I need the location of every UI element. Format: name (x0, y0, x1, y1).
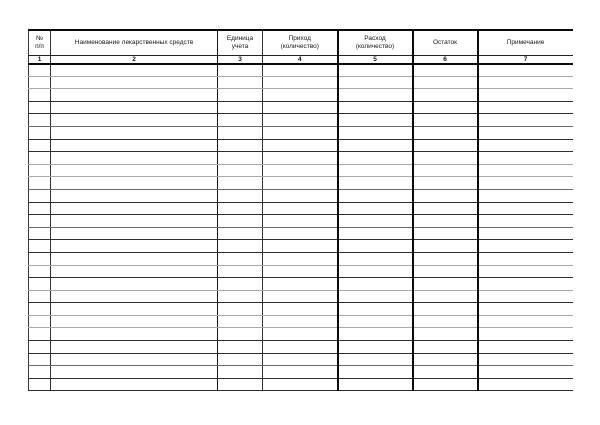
table-cell (218, 303, 263, 316)
table-cell (478, 366, 573, 379)
table-cell (338, 126, 413, 139)
column-number: 3 (218, 55, 263, 64)
table-cell (413, 252, 478, 265)
table-row (29, 341, 573, 354)
table-cell (51, 328, 218, 341)
table-cell (29, 76, 51, 89)
table-cell (218, 328, 263, 341)
table-cell (478, 227, 573, 240)
table-cell (263, 89, 338, 102)
table-cell (263, 101, 338, 114)
table-row (29, 177, 573, 190)
table-cell (29, 315, 51, 328)
column-number: 2 (51, 55, 218, 64)
table-cell (263, 353, 338, 366)
table-cell (338, 315, 413, 328)
table-cell (413, 76, 478, 89)
table-cell (338, 64, 413, 77)
table-row (29, 290, 573, 303)
table-cell (263, 202, 338, 215)
column-number: 4 (263, 55, 338, 64)
table-cell (338, 215, 413, 228)
table-cell (29, 177, 51, 190)
table-row (29, 76, 573, 89)
table-cell (218, 126, 263, 139)
table-cell (338, 177, 413, 190)
table-cell (218, 202, 263, 215)
table-cell (51, 215, 218, 228)
table-cell (413, 328, 478, 341)
table-cell (478, 328, 573, 341)
table-cell (29, 114, 51, 127)
table-row (29, 366, 573, 379)
table-cell (29, 152, 51, 165)
table-cell (51, 126, 218, 139)
table-cell (51, 252, 218, 265)
table-cell (413, 64, 478, 77)
table-cell (29, 139, 51, 152)
table-cell (29, 252, 51, 265)
table-row (29, 202, 573, 215)
table-cell (263, 240, 338, 253)
table-cell (218, 189, 263, 202)
table-cell (29, 366, 51, 379)
table-cell (29, 265, 51, 278)
table-row (29, 215, 573, 228)
column-number: 7 (478, 55, 573, 64)
table-row (29, 89, 573, 102)
table-cell (413, 240, 478, 253)
header-line: Примечание (506, 38, 545, 46)
table-cell (263, 341, 338, 354)
table-cell (478, 240, 573, 253)
table-cell (478, 189, 573, 202)
table-cell (51, 341, 218, 354)
table-cell (263, 164, 338, 177)
table-cell (478, 202, 573, 215)
header-line: п/п (35, 42, 44, 50)
table-cell (218, 152, 263, 165)
table-cell (218, 227, 263, 240)
header-line: учета (231, 42, 249, 50)
table-cell (218, 252, 263, 265)
table-cell (413, 315, 478, 328)
table-row (29, 152, 573, 165)
table-cell (51, 265, 218, 278)
table-body (29, 64, 573, 391)
table-cell (338, 152, 413, 165)
table-cell (29, 227, 51, 240)
table-cell (413, 227, 478, 240)
table-cell (51, 64, 218, 77)
table-cell (338, 240, 413, 253)
table-cell (413, 341, 478, 354)
table-cell (218, 341, 263, 354)
header-line: Приход (288, 34, 311, 42)
table-cell (51, 303, 218, 316)
column-number: 1 (29, 55, 51, 64)
table-cell (478, 89, 573, 102)
table-cell (218, 240, 263, 253)
table-row (29, 189, 573, 202)
table-cell (338, 76, 413, 89)
table-cell (263, 139, 338, 152)
table-cell (51, 378, 218, 391)
table-cell (413, 202, 478, 215)
header-line: Расход (364, 34, 386, 42)
table-cell (51, 89, 218, 102)
header-note (478, 30, 573, 55)
table-cell (263, 189, 338, 202)
table-cell (338, 265, 413, 278)
table-cell (478, 76, 573, 89)
table-cell (51, 240, 218, 253)
table-cell (413, 265, 478, 278)
header-income (263, 30, 338, 55)
table-cell (338, 101, 413, 114)
table-cell (218, 315, 263, 328)
table-cell (263, 328, 338, 341)
table-cell (338, 189, 413, 202)
table-cell (413, 152, 478, 165)
table-cell (413, 303, 478, 316)
table-cell (478, 315, 573, 328)
table-cell (338, 164, 413, 177)
table-cell (338, 303, 413, 316)
table-cell (29, 378, 51, 391)
table-cell (263, 252, 338, 265)
table-cell (413, 278, 478, 291)
table-cell (478, 252, 573, 265)
table-cell (413, 89, 478, 102)
table-cell (218, 114, 263, 127)
table-cell (263, 114, 338, 127)
table-cell (263, 378, 338, 391)
table-cell (263, 177, 338, 190)
header-expense (338, 30, 413, 55)
table-cell (29, 303, 51, 316)
table-row (29, 64, 573, 77)
table-cell (263, 152, 338, 165)
table-cell (338, 139, 413, 152)
table-cell (263, 126, 338, 139)
table-row (29, 164, 573, 177)
table-cell (478, 177, 573, 190)
header-line: № (36, 34, 43, 42)
table-cell (51, 366, 218, 379)
table-cell (218, 278, 263, 291)
header-line: Единица (226, 34, 254, 42)
header-line: (количество) (280, 42, 319, 50)
medicine-ledger-table (28, 29, 573, 391)
header-remainder (413, 30, 478, 55)
table-cell (413, 139, 478, 152)
table-cell (478, 64, 573, 77)
table-cell (51, 278, 218, 291)
table-cell (218, 215, 263, 228)
table-cell (413, 177, 478, 190)
table-row (29, 126, 573, 139)
table-row (29, 114, 573, 127)
table-cell (51, 177, 218, 190)
table-cell (263, 366, 338, 379)
table-cell (338, 89, 413, 102)
table-cell (263, 303, 338, 316)
header-medicine-name (51, 30, 218, 55)
table-cell (218, 366, 263, 379)
table-row (29, 227, 573, 240)
table-cell (478, 114, 573, 127)
table-cell (413, 101, 478, 114)
table-cell (218, 378, 263, 391)
table-cell (413, 189, 478, 202)
table-cell (51, 114, 218, 127)
table-cell (218, 101, 263, 114)
table-cell (51, 139, 218, 152)
table-cell (338, 252, 413, 265)
table-cell (263, 215, 338, 228)
table-cell (478, 303, 573, 316)
table-cell (413, 114, 478, 127)
table-cell (263, 315, 338, 328)
table-cell (29, 126, 51, 139)
table-cell (29, 353, 51, 366)
table-cell (29, 64, 51, 77)
table-cell (51, 152, 218, 165)
table-cell (263, 290, 338, 303)
table-cell (338, 278, 413, 291)
table-cell (263, 265, 338, 278)
table-row (29, 101, 573, 114)
table-row (29, 252, 573, 265)
table-cell (478, 278, 573, 291)
table-cell (263, 64, 338, 77)
header-line: Наименование лекарственных средств (74, 38, 194, 46)
header-row (29, 30, 573, 55)
column-number: 5 (338, 55, 413, 64)
table-cell (29, 341, 51, 354)
table-cell (218, 139, 263, 152)
table-cell (218, 177, 263, 190)
table-cell (478, 378, 573, 391)
table-cell (29, 101, 51, 114)
table-cell (478, 152, 573, 165)
table-cell (478, 164, 573, 177)
table-cell (218, 64, 263, 77)
table-cell (51, 164, 218, 177)
table-cell (478, 341, 573, 354)
table-cell (51, 202, 218, 215)
table-cell (478, 290, 573, 303)
table-cell (413, 126, 478, 139)
table-cell (29, 278, 51, 291)
table-row (29, 240, 573, 253)
table-cell (29, 189, 51, 202)
header-unit (218, 30, 263, 55)
table-row (29, 353, 573, 366)
table-cell (478, 139, 573, 152)
table-cell (338, 114, 413, 127)
table-cell (263, 278, 338, 291)
table-cell (51, 76, 218, 89)
table-cell (218, 265, 263, 278)
table-cell (51, 353, 218, 366)
column-number: 6 (413, 55, 478, 64)
table-cell (29, 215, 51, 228)
header-line: Остаток (432, 38, 458, 46)
table-cell (338, 290, 413, 303)
table-cell (51, 290, 218, 303)
table-cell (218, 89, 263, 102)
table-cell (338, 328, 413, 341)
table-row (29, 303, 573, 316)
header-row-number (29, 30, 51, 55)
table-cell (413, 366, 478, 379)
table-cell (51, 227, 218, 240)
table-cell (51, 101, 218, 114)
table-cell (51, 315, 218, 328)
table-cell (29, 164, 51, 177)
table-cell (29, 202, 51, 215)
table-cell (478, 215, 573, 228)
table-cell (218, 76, 263, 89)
table-cell (218, 353, 263, 366)
table-cell (478, 101, 573, 114)
table-row (29, 328, 573, 341)
table-cell (29, 240, 51, 253)
table-row (29, 265, 573, 278)
table-cell (29, 328, 51, 341)
table-cell (263, 227, 338, 240)
table-cell (218, 164, 263, 177)
table-row (29, 378, 573, 391)
table-cell (218, 290, 263, 303)
table-cell (338, 341, 413, 354)
table-cell (413, 290, 478, 303)
table-cell (263, 76, 338, 89)
table-row (29, 278, 573, 291)
table-cell (413, 353, 478, 366)
table-cell (338, 202, 413, 215)
table-cell (29, 290, 51, 303)
table-cell (338, 227, 413, 240)
table-cell (478, 126, 573, 139)
table-cell (51, 189, 218, 202)
table-cell (29, 89, 51, 102)
table-cell (413, 215, 478, 228)
table-cell (413, 378, 478, 391)
table-cell (413, 164, 478, 177)
column-number-row (29, 55, 573, 64)
table-cell (338, 353, 413, 366)
table-cell (478, 353, 573, 366)
table-cell (478, 265, 573, 278)
table-row (29, 139, 573, 152)
table-cell (338, 378, 413, 391)
table-cell (338, 366, 413, 379)
table-row (29, 315, 573, 328)
header-line: (количество) (355, 42, 395, 50)
